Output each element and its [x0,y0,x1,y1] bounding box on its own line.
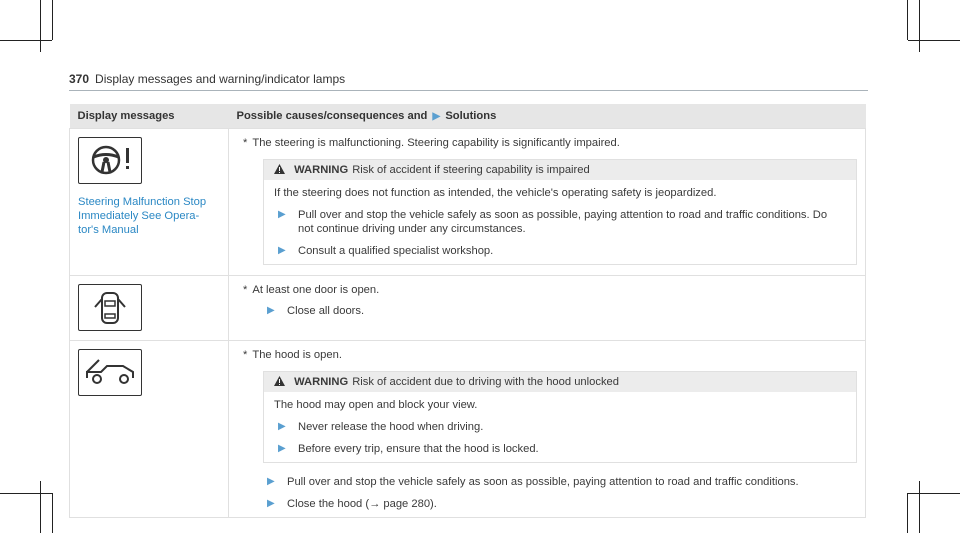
page-title: Display messages and warning/indicator lamps [95,72,346,86]
table-row [70,129,866,276]
warning-header: WARNING Risk of accident if steering capability is impaired [264,160,856,180]
crop-mark [919,481,920,533]
list-item: ▶ Close the hood (→ page 280). [263,497,857,511]
display-message-text: Steering Malfunction Stop Immediately See Opera- tor's Manual [78,196,207,236]
list-item: ▶ Consult a qualified specialist workshop. [274,244,846,258]
warning-triangle-icon [274,164,285,174]
step-arrow-icon: ▶ [278,421,286,432]
step-arrow-icon: ▶ [267,476,275,487]
warning-triangle-icon [274,376,285,386]
cause-text: * At least one door is open. [243,284,380,296]
crop-mark [40,481,41,533]
list-item: ▶ Before every trip, ensure that the hood is locked. [274,442,846,456]
step-arrow-icon: ▶ [267,498,275,509]
steering-wheel-warning-icon [78,137,142,184]
page-header [69,72,345,86]
crop-mark [0,493,52,494]
table-row [70,276,866,341]
table-header-row [70,104,866,129]
warning-box [263,371,857,463]
crop-mark [907,493,908,533]
crop-mark [919,0,920,52]
list-item: ▶ Close all doors. [263,304,857,318]
warning-body: The hood may open and block your view. [274,399,478,411]
cause-text: * The hood is open. [243,349,342,361]
list-item: ▶ Pull over and stop the vehicle safely as soon as possible, paying attention to road and traffic conditions. Do not continue driving under any circumstances. [274,208,846,236]
col-header-display-messages: Display messages [70,104,229,129]
crop-mark [52,0,53,40]
table-row [70,341,866,518]
car-door-open-icon [78,284,142,331]
step-arrow-icon: ▶ [267,305,275,316]
crop-mark [907,0,908,40]
crop-mark [40,0,41,52]
cause-text: * The steering is malfunctioning. Steering capability is significantly impaired. [243,137,620,149]
solution-arrow-icon: ▶ [432,111,441,122]
crop-mark [52,493,53,533]
list-item: ▶ Pull over and stop the vehicle safely as soon as possible, paying attention to road and traffic conditions. [263,475,857,489]
crop-mark [0,40,52,41]
warning-body: If the steering does not function as intended, the vehicle's operating safety is jeopardized. [274,187,717,199]
display-messages-table [69,104,866,518]
header-divider [69,90,868,91]
crop-mark [908,40,960,41]
warning-box [263,159,857,265]
list-item: ▶ Never release the hood when driving. [274,420,846,434]
warning-header: WARNING Risk of accident due to driving with the hood unlocked [264,372,856,392]
page-number: 370 [69,72,90,86]
step-arrow-icon: ▶ [278,245,286,256]
crop-mark [908,493,960,494]
step-arrow-icon: ▶ [278,443,286,454]
col-header-causes-solutions: Possible causes/consequences and ▶ Solutions [229,104,866,129]
car-hood-open-icon [78,349,142,396]
step-arrow-icon: ▶ [278,209,286,220]
